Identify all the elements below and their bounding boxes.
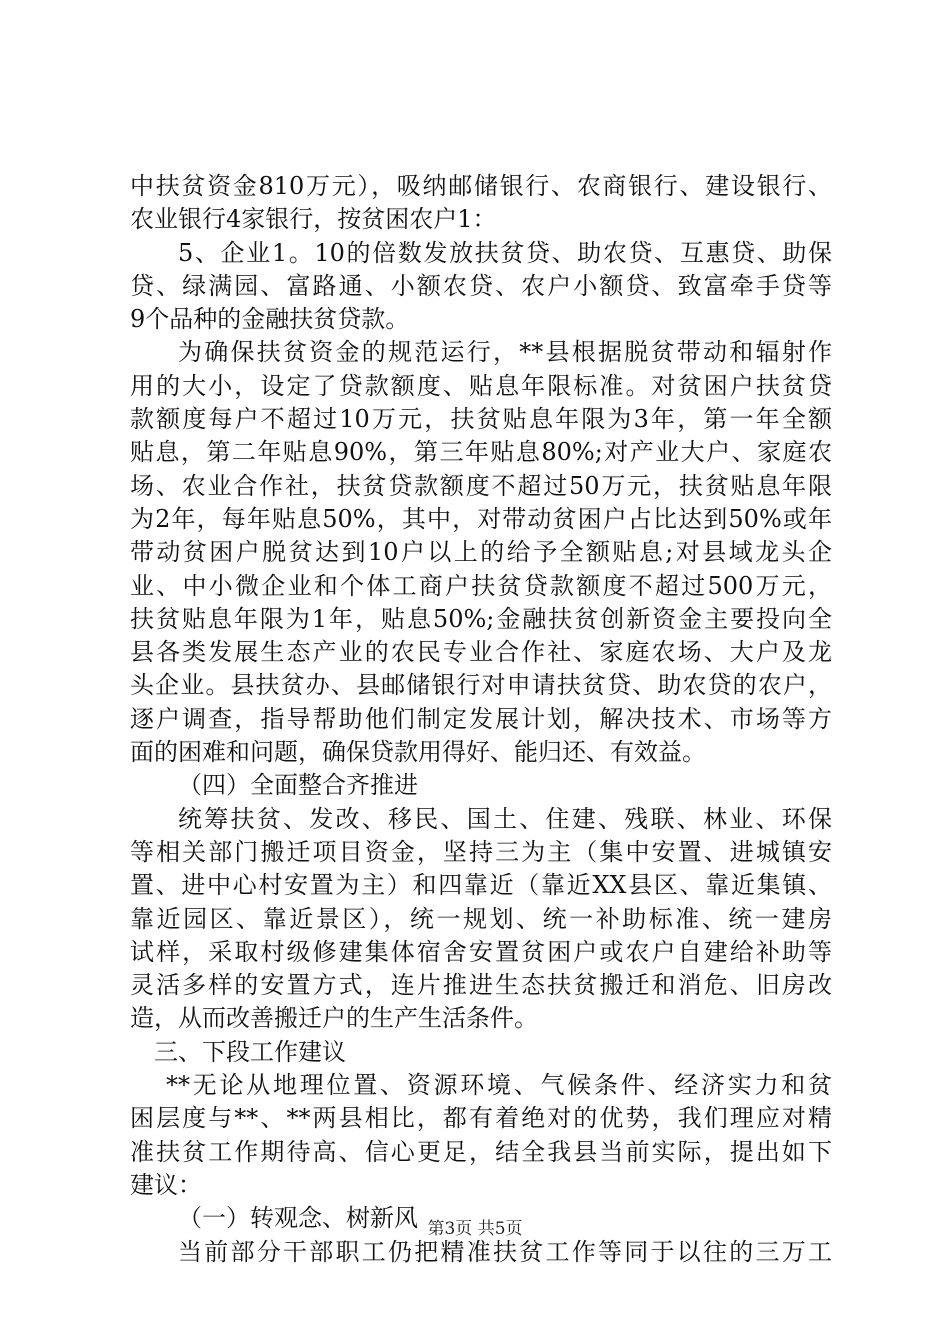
- text-line: 头企业。县扶贫办、县邮储银行对申请扶贫贷、助农贷的农户，: [130, 671, 832, 700]
- text-line: 为2年，每年贴息50%，其中，对带动贫困户占比达到50%或年: [130, 504, 832, 533]
- text-line: 为确保扶贫资金的规范运行，**县根据脱贫带动和辐射作: [178, 338, 832, 367]
- text-line: 造，从而改善搬迁户的生产生活条件。: [130, 1004, 538, 1033]
- text-line: 置、进中心村安置为主）和四靠近（靠近XX县区、靠近集镇、: [130, 871, 832, 900]
- text-line: 带动贫困户脱贫达到10户以上的给予全额贴息;对县域龙头企: [130, 538, 832, 567]
- text-line: 准扶贫工作期待高、信心更足，结全我县当前实际，提出如下: [130, 1137, 832, 1166]
- text-line: 贷、绿满园、富路通、小额农贷、农户小额贷、致富牵手贷等: [130, 271, 832, 300]
- text-line: 试样，采取村级修建集体宿舍安置贫困户或农户自建给补助等: [130, 937, 832, 966]
- text-line: 面的困难和问题，确保贷款用得好、能归还、有效益。: [130, 738, 706, 767]
- text-line: （四）全面整合齐推进: [178, 771, 418, 800]
- text-line: 农业银行4家银行，按贫困农户1：: [130, 205, 497, 234]
- text-line: 5、企业1。10的倍数发放扶贫贷、助农贷、互惠贷、助保: [178, 238, 832, 267]
- text-line: 灵活多样的安置方式，连片推进生态扶贫搬迁和消危、旧房改: [130, 971, 832, 1000]
- text-line: 用的大小，设定了贷款额度、贴息年限标准。对贫困户扶贫贷: [130, 371, 832, 400]
- text-line: 三、下段工作建议: [154, 1037, 346, 1066]
- text-line: 逐户调查，指导帮助他们制定发展计划，解决技术、市场等方: [130, 704, 832, 733]
- text-line: 场、农业合作社，扶贫贷款额度不超过50万元，扶贫贴息年限: [130, 471, 832, 500]
- text-line: 建议：: [130, 1170, 202, 1199]
- text-line: 业、中小微企业和个体工商户扶贫贷款额度不超过500万元，: [130, 571, 832, 600]
- body-text: [130, 170, 832, 1269]
- text-line: 款额度每户不超过10万元，扶贫贴息年限为3年，第一年全额: [130, 405, 832, 434]
- text-line: 县各类发展生态产业的农民专业合作社、家庭农场、大户及龙: [130, 638, 832, 667]
- text-line: 统筹扶贫、发改、移民、国土、住建、残联、林业、环保: [178, 804, 832, 833]
- text-line: 等相关部门搬迁项目资金，坚持三为主（集中安置、进城镇安: [130, 837, 832, 866]
- text-line: **无论从地理位置、资源环境、气候条件、经济实力和贫: [166, 1071, 832, 1100]
- text-line: 9个品种的金融扶贫贷款。: [130, 305, 410, 334]
- text-line: 当前部分干部职工仍把精准扶贫工作等同于以往的三万工: [178, 1237, 832, 1266]
- page-footer: 第3页 共5页: [427, 1219, 523, 1239]
- text-line: 贴息，第二年贴息90%，第三年贴息80%;对产业大户、家庭农: [130, 438, 832, 467]
- text-line: 中扶贫资金810万元），吸纳邮储银行、农商银行、建设银行、: [130, 172, 832, 200]
- text-line: 靠近园区、靠近景区），统一规划、统一补助标准、统一建房: [130, 904, 832, 933]
- text-line: 困层度与**、**两县相比，都有着绝对的优势，我们理应对精: [130, 1104, 832, 1133]
- text-line: （一）转观念、树新风: [178, 1204, 418, 1233]
- text-line: 扶贫贴息年限为1年，贴息50%;金融扶贫创新资金主要投向全: [130, 604, 832, 633]
